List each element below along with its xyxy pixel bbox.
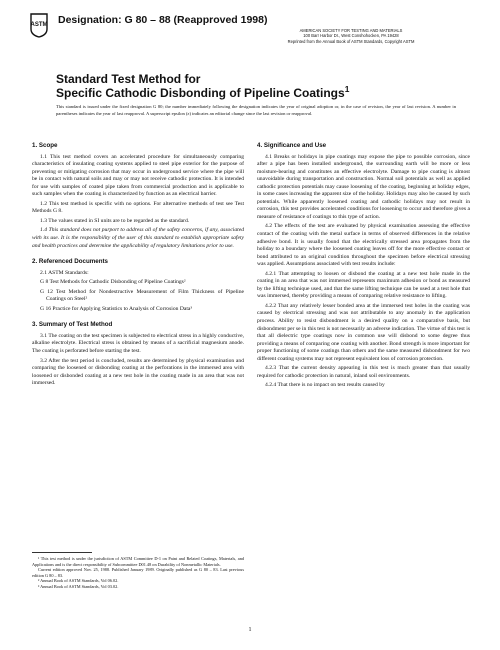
publisher-line: 100 Barr Harbor Dr., West Conshohocken, PA 19428	[303, 33, 399, 39]
document-title	[56, 72, 456, 100]
paragraph-3-1: 3.1 The coating on the test specimen is subjected to electrical stress in a highly conductive, alkaline electrolyte. Electrical stress is obtained by means of a sacrificial magnesium anode. The coating is perforated before starting the test.	[32, 332, 244, 355]
paragraph-1-2: 1.2 This test method is specific with no options. For alternative methods of test see Test Methods G 8.	[32, 200, 244, 215]
page-number: 1	[248, 627, 252, 633]
paragraph-4-2-1: 4.2.1 That attempting to loosen or disbond the coating at a new test hole made in the coating in an area that was not immersed represents maximum adhesion or bond as measured by the lifting technique used, and that the same lifting technique can be used at a test hole that was immersed, thereby providing a means of comparing relative resistance to lifting.	[257, 270, 470, 300]
footnote-1-edition: Current edition approved Nov. 25, 1988. Published January 1989. Originally published as G 80 – 83. Last previous edition G 80 – 83.	[32, 567, 244, 578]
paragraph-4-2-4: 4.2.4 That there is no impact on test results caused by	[265, 382, 385, 389]
svg-text:ASTM: ASTM	[30, 22, 48, 28]
left-column	[32, 142, 244, 390]
title-line-1: Standard Test Method for	[56, 72, 201, 86]
section-heading-significance: 4. Significance and Use	[257, 142, 327, 149]
section-heading-summary: 3. Summary of Test Method	[32, 321, 113, 329]
publisher-line: AMERICAN SOCIETY FOR TESTING AND MATERIALS	[299, 28, 403, 33]
footnotes	[32, 556, 244, 590]
footnote-1: ¹ This test method is under the jurisdiction of ASTM Committee D-1 on Paint and Related Coatings, Materials, and Applications and is the direct responsibility of Subcommittee D01.48 on Durability of Nonmetallic Materials.	[32, 556, 244, 567]
paragraph-3-2: 3.2 After the test period is concluded, results are determined by physical examination and comparing the loosened or disbonding coating at the perforations in the immersed area with loosened or disbonded coating at a new test hole in the coating made in an area that was not immersed.	[32, 357, 244, 387]
designation-label: Designation: G 80 – 88 (Reapproved 1998)	[58, 14, 268, 26]
section-heading-scope: 1. Scope	[32, 142, 58, 149]
title-main-text: Specific Cathodic Disbonding of Pipeline Coatings	[56, 86, 345, 100]
footnote-3: ³ Annual Book of ASTM Standards, Vol 03.02.	[38, 583, 119, 589]
title-footnote-mark: 1	[344, 84, 350, 94]
paragraph-2-1: 2.1 ASTM Standards:	[40, 269, 89, 276]
publisher-line: Reprinted from the Annual Book of ASTM Standards, Copyright ASTM	[287, 38, 415, 44]
document-header	[28, 8, 478, 60]
paragraph-4-1: 4.1 Breaks or holidays in pipe coatings may expose the pipe to possible corrosion, since after a pipe has been installed underground, the surrounding earth will be more or less moisture-bearing and constitutes an effective electrolyte. Damage to pipe coating is almost unavoidable during transportation and construction. Normal soil potentials as well as applied cathodic protection potentials may cause loosening of the coating, beginning at holiday edges, in some cases increasing the apparent size of the holiday. Holidays may also be caused by such potentials. While apparently loosened coating and cathodic holidays may not result in corrosion, this test provides accelerated conditions for loosening to occur and therefore gives a measure of resistance of coatings to this type of action.	[257, 153, 470, 220]
footnote-divider	[32, 552, 92, 553]
reference-g8: G 8 Test Methods for Cathodic Disbonding of Pipeline Coatings²	[40, 279, 186, 286]
reference-g12: G 12 Test Method for Nondestructive Measurement of Film Thickness of Pipeline Coatings on Steel²	[40, 288, 244, 303]
paragraph-1-4: 1.4 This standard does not purport to address all of the safety concerns, if any, associated with its use. It is the responsibility of the user of this standard to establish appropriate safety and health practices and determine the applicability of regulatory limitations prior to use.	[32, 227, 244, 249]
paragraph-1-1: 1.1 This test method covers an accelerated procedure for simultaneously comparing characteristics of insulating coating systems applied to steel pipe exterior for the purpose of preventing or mitigating corrosion that may occur in underground service where the pipe will be in contact with natural soils and may or may not receive cathodic protection. It is intended for use with samples of coated pipe taken from commercial production and is applicable to such samples when the coating is characterized by function as an electrical barrier.	[32, 153, 244, 198]
title-line-2	[56, 86, 456, 100]
right-column	[257, 142, 470, 392]
paragraph-4-2-3: 4.2.3 That the current density appearing in this test is much greater than that usually required for cathodic protection in natural, inland soil environments.	[257, 365, 470, 379]
section-heading-referenced-documents: 2. Referenced Documents	[32, 258, 108, 266]
publisher-info	[236, 28, 466, 44]
paragraph-4-2-2: 4.2.2 That any relatively lesser bonded area at the immersed test holes in the coating was caused by electrical stressing and was not attributable to any anomaly in the application process. Ability to resist disbondment is a desired quality on a comparative basis, but disbondment per se in this test is not necessarily an adverse indication. The virtue of this test is that all dielectric type coatings now in common use will disbond to some degree thus providing a means of comparing one coating with another. Bond strength is more important for proper functioning of some coatings than others and the same measured disbondment for two different coating systems may not represent equivalent loss of corrosion protection.	[257, 302, 470, 362]
footnote-2: ² Annual Book of ASTM Standards, Vol 06.02.	[38, 578, 119, 584]
issuance-note: This standard is issued under the fixed designation G 80; the number immediately following the designation indicates the year of original adoption or, in the case of revision, the year of last revision. A number in parentheses indicates the year of last reapproval. A superscript epsilon (ε) indicates an editorial change since the last revision or reapproval.	[56, 104, 456, 116]
paragraph-4-2: 4.2 The effects of the test are evaluated by physical examination assessing the effective contact of the coating with the metal surface in terms of observed differences in the relative adhesive bond. It is usually found that the electrically stressed area propagates from the holiday to a boundary where the loosened coating leaves off for the more effective contact or bond attributed to an original condition throughout the specimen before electrical stressing was applied. Assumptions associated with test results include:	[257, 223, 470, 268]
astm-logo-icon	[28, 12, 50, 38]
reference-g16: G 16 Practice for Applying Statistics to Analysis of Corrosion Data³	[40, 305, 193, 312]
paragraph-1-3: 1.3 The values stated in SI units are to be regarded as the standard.	[40, 217, 190, 224]
